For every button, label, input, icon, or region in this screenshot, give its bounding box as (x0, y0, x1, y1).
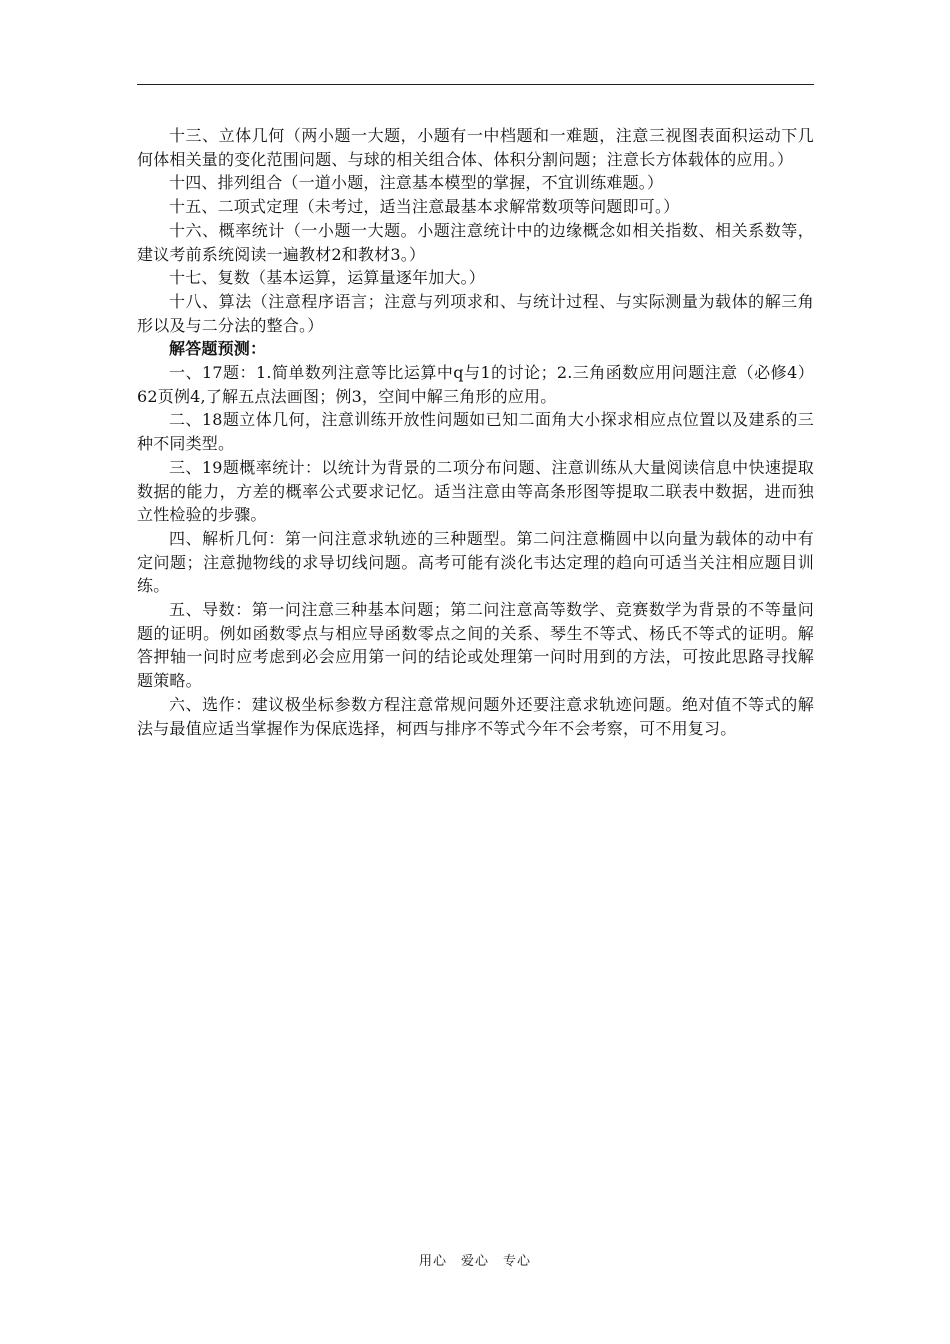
answer-item: 五、导数：第一问注意三种基本问题；第二问注意高等数学、竞赛数学为背景的不等量问题的证明。例如函数零点与相应导函数零点之间的关系、琴生不等式、杨氏不等式的证明。解答押轴一问时应考虑到必会应用第一问的结论或处理第一问时用到的方法，可按此思路寻找解题策略。 (137, 600, 814, 691)
paragraph-probability: 十六、概率统计（一小题一大题。小题注意统计中的边缘概念如相关指数、相关系数等，建议考前系统阅读一遍教材2和教材3。） (137, 220, 814, 264)
paragraph-permutation: 十四、排列组合（一道小题，注意基本模型的掌握，不宜训练难题。） (169, 173, 664, 193)
section-heading: 解答题预测： (169, 339, 267, 359)
header-rule (137, 84, 814, 85)
answer-item: 六、选作：建议极坐标参数方程注意常规问题外还要注意求轨迹问题。绝对值不等式的解法与最值应适当掌握作为保底选择，柯西与排序不等式今年不会考察，可不用复习。 (137, 694, 814, 738)
document-body (137, 124, 814, 740)
answer-item: 一、17题：1.简单数列注意等比运算中q与1的讨论；2.三角函数应用问题注意（必修4）62页例4,了解五点法画图；例3，空间中解三角形的应用。 (137, 363, 814, 406)
paragraph-complex-numbers: 十七、复数（基本运算，运算量逐年加大。） (169, 268, 486, 288)
answer-item: 四、解析几何：第一问注意求轨迹的三种题型。第二问注意椭圆中以向量为载体的动中有定问题；注意抛物线的求导切线问题。高考可能有淡化韦达定理的趋向可适当关注相应题目训练。 (137, 528, 814, 596)
paragraph-algorithm: 十八、算法（注意程序语言；注意与列项求和、与统计过程、与实际测量为载体的解三角形以及与二分法的整合。） (137, 291, 814, 335)
answer-item: 二、18题立体几何，注意训练开放性问题如已知二面角大小探求相应点位置以及建系的三种不同类型。 (137, 410, 814, 454)
answer-item: 三、19题概率统计：以统计为背景的二项分布问题、注意训练从大量阅读信息中快速提取数据的能力，方差的概率公式要求记忆。适当注意由等高条形图等提取二联表中数据，进而独立性检验的步骤。 (137, 457, 814, 525)
page-footer: 用心 爱心 专心 (418, 1254, 531, 1269)
paragraph-solid-geometry: 十三、立体几何（两小题一大题，小题有一中档题和一难题，注意三视图表面积运动下几何体相关量的变化范围问题、与球的相关组合体、体积分割问题；注意长方体载体的应用。） (137, 126, 814, 169)
paragraph-binomial: 十五、二项式定理（未考过，适当注意最基本求解常数项等问题即可。） (169, 197, 680, 217)
